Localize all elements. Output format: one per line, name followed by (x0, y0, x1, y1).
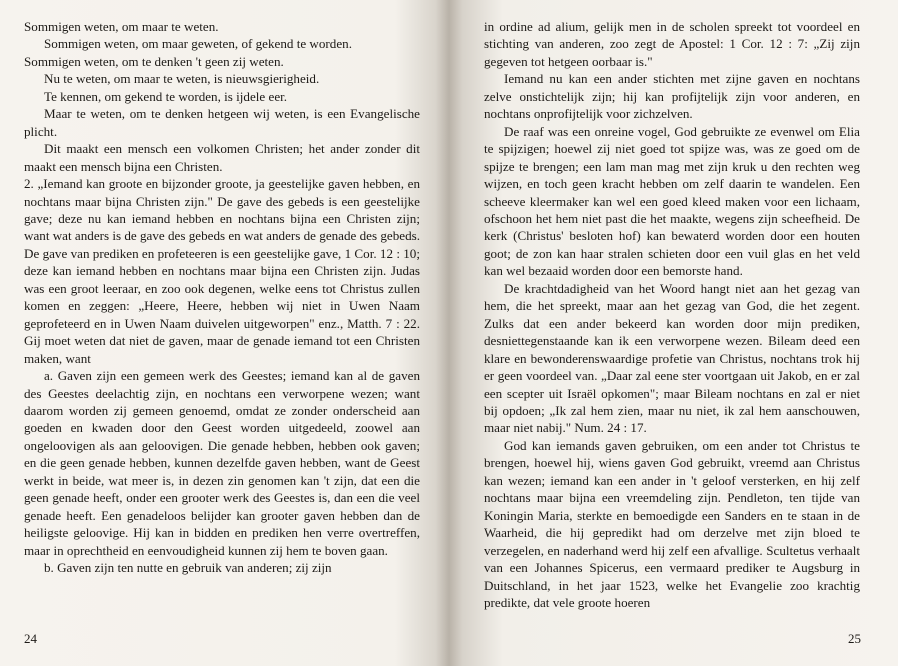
paragraph-raven: De raaf was een onreine vogel, God gebruikte ze evenwel om Elia te spijzigen; hoewel zij niet goed tot spijze was, was ze goed om de spijze te brengen; een lam man mag met zijn kruk u den rechten weg wijzen, en toch geen kracht hebben om zelf daarin te wandelen. Een scheeve kleermaker kan wel een goed kleed maken voor een lichaam, ofschoon het hem niet past die het maakte, wegens zijn scheefheid. De kerk (Christus' besloten hof) kan bewaterd worden door een houten goot; de zon kan haar stralen schieten door een vuil glas en het veld kan wel bezaaid worden door een bemorste hand. (484, 123, 860, 279)
left-page (24, 18, 420, 577)
paragraph-2-gifts: 2. „Iemand kan groote en bijzonder groote, ja geestelijke gaven hebben, en nochtans maar bijna Christen zijn." De gave des gebeds is een geestelijke gave; deze nu kan iemand hebben en nochtans bijna een Christen zijn; want wat anders is de gave des gebeds en wat anders de genade des gebeds. De gave van prediken en profeteeren is een geestelijke gave, 1 Cor. 12 : 10; deze kan iemand hebben en nochtans maar bijna een Christen zijn. Judas was een groot leeraar, en zoo ook degenen, welke eens tot Christus zullen komen en zeggen: „Heere, Heere, hebben wij niet in Uwen Naam geprofeteerd en in Uwen Naam duivelen uitgeworpen" enz., Matth. 7 : 22. Gij moet weten dat niet de gaven, maar de genade iemand tot een Christen maken, want (24, 176, 420, 366)
page-number-right: 25 (848, 631, 861, 646)
right-page (484, 18, 860, 611)
paragraph-a-common-work: a. Gaven zijn een gemeen werk des Geestes; iemand kan al de gaven des Geestes deelachtig zijn, en nochtans een verworpene wezen; want daarom worden zij gemeen genoemd, omdat ze zonder onderscheid aan goeden en kwaden door den Geest worden uitgedeeld, zoowel aan ongeloovigen als aan geloovigen. Die genade hebben, hebben ook gaven; en die geen genade hebben, kunnen dezelfde gaven hebben, want de Geest werkt in beide, wat meer is, in dezen zin genomen kan 't zijn, dat een die geen genade heeft, onder een grooter werk des Geestes is, dan een die veel genade heeft. Een genadeloos belijder kan grooter gaven hebben dan de heiligste geloovige. Hij kan in bidden en prediken hen verre overtreffen, maar in oprechtheid en eenvoudigheid kunnen zij hem te boven gaan. (24, 368, 420, 558)
paragraph-gifts-used: God kan iemands gaven gebruiken, om een ander tot Christus te brengen, hoewel hij, wiens gaven God gebruikt, vreemd aan Christus kan wezen; iemand kan een ander in 't geloof versterken, en hij zelf nochtans maar bijna een vreemdeling zijn. Pendleton, ten tijde van Koningin Maria, sterkte en bemoedigde een Sanders en te staan in de Waarheid, die hij gepredikt had om derzelve met zijn bloed te verzegelen, en naderhand werd hij zelf een afvallige. Scultetus verhaalt van een Johannes Spicerus, een vermaard prediker te Augsburg in Duitschland, in het jaar 1523, welke het Evangelie zoo krachtig predikte, dat vele groote hoeren (484, 437, 860, 610)
paragraph-complete-christian: Dit maakt een mensch een volkomen Christen; het ander zonder dit maakt een mensch bijna een Christen. (24, 141, 420, 174)
paragraph-b-use-of-others: b. Gaven zijn ten nutte en gebruik van anderen; zij zijn (44, 560, 332, 576)
line-2: Sommigen weten, om maar geweten, of gekend te worden. (44, 36, 352, 52)
paragraph-edify-others: Iemand nu kan een ander stichten met zijne gaven en nochtans zelve onstichtelijk zijn; hij kan profijtelijk zijn voor anderen, en nochtans onprofijtelijk voor zichzelven. (484, 71, 860, 122)
line-1: Sommigen weten, om maar te weten. (24, 19, 219, 34)
paragraph-evangelical-duty: Maar te weten, om te denken hetgeen wij weten, is een Evangelische plicht. (24, 106, 420, 139)
line-5: Te kennen, om gekend te worden, is ijdele eer. (44, 88, 288, 104)
page-number-left: 24 (24, 631, 37, 646)
line-3: Sommigen weten, om te denken 't geen zij weten. (24, 53, 284, 69)
line-4: Nu te weten, om maar te weten, is nieuwsgierigheid. (44, 71, 320, 87)
paragraph-in-ordine: in ordine ad alium, gelijk men in de scholen spreekt tot voordeel en stichting van anderen, zoo zegt de Apostel: 1 Cor. 12 : 7: „Zij zijn gegeven tot hetgeen oorbaar is." (484, 19, 860, 69)
paragraph-word-efficacy: De krachtdadigheid van het Woord hangt niet aan het gezag van hem, die het spreekt, maar aan het gezag van God, die het zegent. Zulks dat een ander bekeerd kan worden door mijn prediken, desniettegenstaande kan ik een verworpene wezen. Bileam deed een klare en bewonderenswaardige profetie van Christus, nochtans trok hij er geen voordeel van. „Daar zal eene ster voortgaan uit Jakob, en er zal een scepter uit Israël opkomen"; maar Bileam nochtans en zal er niet bij opdoen; „Ik zal hem zien, maar nu niet, ik zal hem aanschouwen, maar niet nabij." Num. 24 : 17. (484, 280, 860, 436)
